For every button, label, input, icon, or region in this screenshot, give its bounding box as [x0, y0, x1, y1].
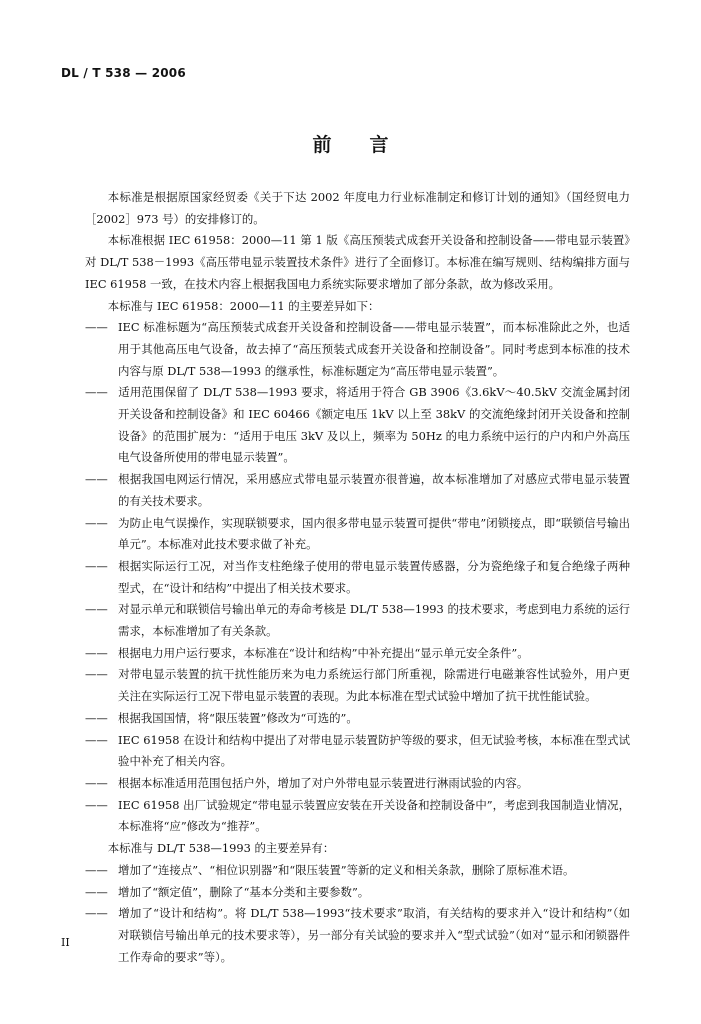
dash-marker: ——	[85, 472, 108, 487]
dash-marker: ——	[85, 515, 108, 530]
paragraph-basis: 本标准根据 IEC 61958：2000—11 第 1 版《高压预装式成套开关设备和控制设备——带电显示装置》对 DL/T 538－1993《高压带电显示装置技术条件》进行了全面修订。本标准在编写规则、结构编排方面与 IEC 61958 一致，在技术内容上根据我国电力系统实际要求增加了部分条款，故为修改采用。	[85, 233, 630, 291]
dash-marker: ——	[85, 732, 108, 747]
dash-marker: ——	[85, 558, 108, 573]
list-item: —— 为防止电气误操作，实现联锁要求，国内很多带电显示装置可提供“带电”闭锁接点，即“联锁信号输出单元”。本标准对此技术要求做了补充。	[85, 513, 630, 556]
list-item: —— 增加了“设计和结构”。将 DL/T 538—1993“技术要求”取消，有关结构的要求并入“设计和结构”（如对联锁信号输出单元的技术要求等），另一部分有关试验的要求并入“型式试验”（如对“显示和闭锁器件工作寿命的要求”等）。	[85, 903, 630, 968]
document-code-header: DL / T 538 — 2006	[61, 66, 186, 80]
list-item: —— 根据我国国情，将“限压装置”修改为“可选的”。	[85, 708, 630, 730]
dash-marker: ——	[85, 884, 108, 899]
page-title: 前言	[312, 134, 427, 156]
list-item: —— 增加了“连接点”、“相位识别器”和“限压装置”等新的定义和相关条款，删除了原标准术语。	[85, 860, 630, 882]
list-item: —— 对带电显示装置的抗干扰性能历来为电力系统运行部门所重视，除需进行电磁兼容性试验外，用户更关注在实际运行工况下带电显示装置的表现。为此本标准在型式试验中增加了抗干扰性能试验。	[85, 664, 630, 707]
dash-marker: ——	[85, 797, 108, 812]
dash-marker: ——	[85, 320, 108, 335]
iec-difference-list	[85, 317, 630, 838]
list-item: —— 根据实际运行工况，对当作支柱绝缘子使用的带电显示装置传感器，分为瓷绝缘子和复合绝缘子两种型式，在“设计和结构”中提出了相关技术要求。	[85, 556, 630, 599]
dash-marker: ——	[85, 906, 108, 921]
dash-marker: ——	[85, 862, 108, 877]
paragraph-origin: 本标准是根据原国家经贸委《关于下达 2002 年度电力行业标准制定和修订计划的通知》（国经贸电力［2002］973 号）的安排修订的。	[85, 190, 630, 226]
list-item: —— IEC 61958 在设计和结构中提出了对带电显示装置防护等级的要求，但无试验考核，本标准在型式试验中补充了相关内容。	[85, 730, 630, 773]
list-item: —— 根据本标准适用范围包括户外，增加了对户外带电显示装置进行淋雨试验的内容。	[85, 773, 630, 795]
list-item: —— 根据我国电网运行情况，采用感应式带电显示装置亦很普遍，故本标准增加了对感应式带电显示装置的有关技术要求。	[85, 469, 630, 512]
page-number: II	[61, 936, 70, 949]
list-item: —— 增加了“额定值”，删除了“基本分类和主要参数”。	[85, 882, 630, 904]
list-item: —— 适用范围保留了 DL/T 538—1993 要求，将适用于符合 GB 3906《3.6kV～40.5kV 交流金属封闭开关设备和控制设备》和 IEC 60466《额定电压 1kV 以上至 38kV 的交流绝缘封闭开关设备和控制设备》的范围扩展为：“适用于电压 3kV 及以上，频率为 50Hz 的电力系统中运行的户内和户外高压电气设备所使用的带电显示装置”。	[85, 382, 630, 469]
dash-marker: ——	[85, 645, 108, 660]
dash-marker: ——	[85, 710, 108, 725]
dlt-difference-list	[85, 860, 630, 969]
list-item: —— IEC 标准标题为“高压预装式成套开关设备和控制设备——带电显示装置”，而本标准除此之外，也适用于其他高压电气设备，故去掉了“高压预装式成套开关设备和控制设备”。同时考虑到本标准的技术内容与原 DL/T 538—1993 的继承性，标准标题定为“高压带电显示装置”。	[85, 317, 630, 382]
list-item: —— 对显示单元和联锁信号输出单元的寿命考核是 DL/T 538—1993 的技术要求，考虑到电力系统的运行需求，本标准增加了有关条款。	[85, 599, 630, 642]
dash-marker: ——	[85, 602, 108, 617]
paragraph-iec-diff-intro: 本标准与 IEC 61958：2000—11 的主要差异如下：	[107, 298, 380, 313]
dash-marker: ——	[85, 775, 108, 790]
list-item: —— 根据电力用户运行要求，本标准在“设计和结构”中补充提出“显示单元安全条件”。	[85, 643, 630, 665]
dash-marker: ——	[85, 667, 108, 682]
dash-marker: ——	[85, 385, 108, 400]
body-text	[85, 187, 630, 968]
paragraph-dlt-diff-intro: 本标准与 DL/T 538—1993 的主要差异有：	[107, 841, 335, 856]
list-item: —— IEC 61958 出厂试验规定“带电显示装置应安装在开关设备和控制设备中”，考虑到我国制造业情况，本标准将“应”修改为“推荐”。	[85, 795, 630, 838]
